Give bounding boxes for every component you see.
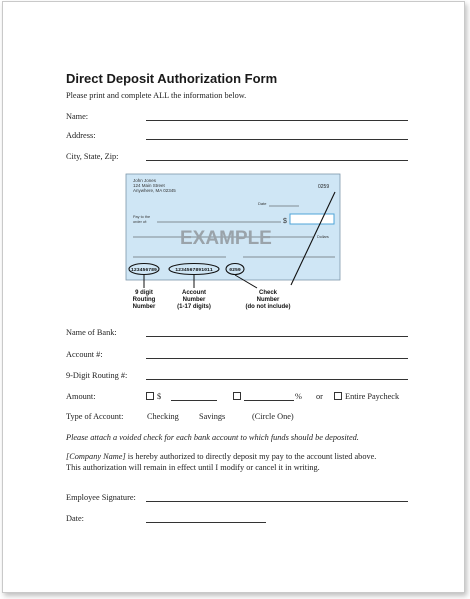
form-subtitle: Please print and complete ALL the information below. <box>66 91 247 100</box>
callout-account-3: (1-17 digits) <box>177 304 211 310</box>
employee-signature-line[interactable] <box>146 501 408 502</box>
form-title: Direct Deposit Authorization Form <box>66 71 278 86</box>
company-name-placeholder: [Company Name] <box>66 452 126 461</box>
check-number-top: 0259 <box>318 184 330 190</box>
check-example-figure <box>121 172 345 325</box>
check-payer-city: Anywhere, MA 02345 <box>133 188 176 193</box>
city-state-zip-line[interactable] <box>146 160 408 161</box>
check-pay-to-label: Pay to the <box>133 215 151 219</box>
name-label: Name: <box>66 112 89 121</box>
check-payer-name: John Jones <box>133 178 157 183</box>
amount-entire-option[interactable] <box>334 392 399 401</box>
authorization-statement <box>66 451 411 473</box>
name-line[interactable] <box>146 120 408 121</box>
account-type-checking[interactable]: Checking <box>147 412 179 421</box>
callout-account-1: Account <box>182 290 206 296</box>
form-page <box>2 1 465 593</box>
amount-dollar-line[interactable] <box>171 400 217 401</box>
amount-dollar-checkbox[interactable] <box>146 392 154 400</box>
amount-percent-option[interactable] <box>233 392 244 401</box>
amount-percent-line[interactable] <box>244 400 294 401</box>
authorization-text-1: is hereby authorized to directly deposit my pay to the account listed above. <box>125 452 377 461</box>
amount-label: Amount: <box>66 392 96 401</box>
circle-one-note: (Circle One) <box>252 412 294 421</box>
amount-percent-checkbox[interactable] <box>233 392 241 400</box>
date-label: Date: <box>66 514 84 523</box>
date-line[interactable] <box>146 522 266 523</box>
check-date-label: Date <box>258 201 267 206</box>
callout-check-1: Check <box>258 290 278 296</box>
callout-routing-2: Routing <box>132 297 156 303</box>
routing-number-line[interactable] <box>146 379 408 380</box>
micr-routing: 123456789 <box>131 268 157 273</box>
bank-name-line[interactable] <box>146 336 408 337</box>
employee-signature-label: Employee Signature: <box>66 493 136 502</box>
amount-dollar-option[interactable] <box>146 392 161 401</box>
authorization-text-2: This authorization will remain in effect until I modify or cancel it in writing. <box>66 463 320 472</box>
or-text: or <box>316 392 323 401</box>
account-type-savings[interactable]: Savings <box>199 412 226 421</box>
account-type-label: Type of Account: <box>66 412 124 421</box>
entire-paycheck-label: Entire Paycheck <box>345 392 400 401</box>
attach-check-note: Please attach a voided check for each bank account to which funds should be deposited. <box>66 433 359 442</box>
entire-paycheck-checkbox[interactable] <box>334 392 342 400</box>
check-amount-box <box>290 214 334 224</box>
callout-account-2: Number <box>182 297 206 303</box>
bank-name-label: Name of Bank: <box>66 328 117 337</box>
percent-sign: % <box>295 392 302 401</box>
check-dollar-sign: $ <box>283 218 287 225</box>
address-label: Address: <box>66 131 96 140</box>
check-dollars-label: Dollars <box>317 235 329 239</box>
callout-check-2: Number <box>256 297 280 303</box>
city-state-zip-label: City, State, Zip: <box>66 152 119 161</box>
check-order-of-label: order of: <box>133 220 148 224</box>
micr-check-number: 0259 <box>229 268 241 273</box>
address-line[interactable] <box>146 139 408 140</box>
account-number-line[interactable] <box>146 358 408 359</box>
account-number-label: Account #: <box>66 350 103 359</box>
callout-routing-1: 9 digit <box>135 290 153 296</box>
routing-number-label: 9-Digit Routing #: <box>66 371 128 380</box>
check-payer-street: 124 Main Street <box>133 183 165 188</box>
dollar-sign: $ <box>157 392 162 401</box>
callout-check-3: (do not include) <box>245 304 291 310</box>
callout-routing-3: Number <box>132 304 156 310</box>
check-watermark: EXAMPLE <box>180 228 272 249</box>
micr-account: 1234567891011 <box>175 268 213 273</box>
